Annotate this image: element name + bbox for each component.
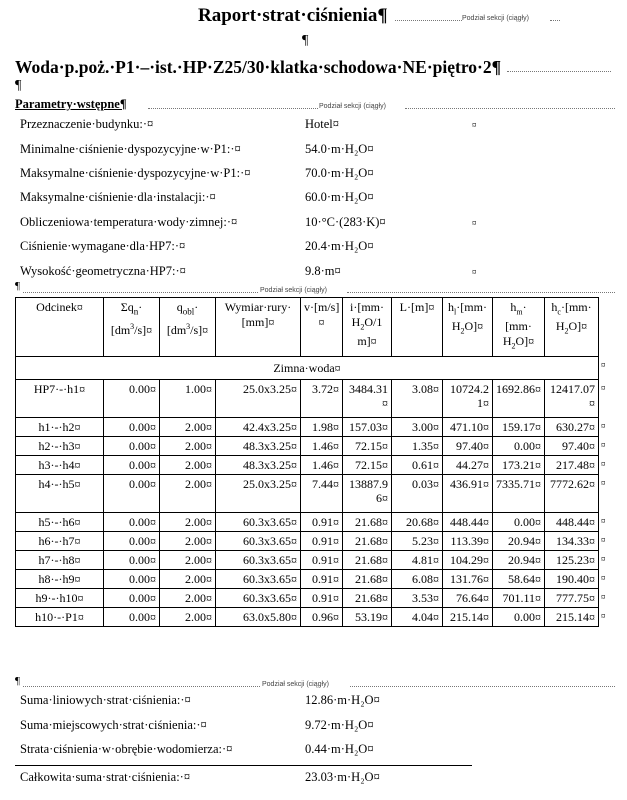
section-break-line <box>507 71 611 72</box>
col-header-hc: $h_c\cdot[mm\cdot$ $H_2O]¤$ <box>545 298 599 357</box>
param-label: Ciśnienie·wymagane·dla·HP7:·¤ <box>20 239 186 253</box>
row-end-mark: ¤ <box>601 440 606 451</box>
table-cell: 0.00¤ <box>104 588 160 607</box>
param-label: Maksymalne·ciśnienie·dyspozycyjne·w·P1:·¤ <box>20 166 251 180</box>
table-cell: h6·-·h7¤ <box>16 531 104 550</box>
table-cell: 2.00¤ <box>160 512 216 531</box>
table-cell: 25.0x3.25¤ <box>216 379 301 417</box>
param-value: 10·°C·(283·K)¤ <box>305 215 386 229</box>
table-cell: 0.91¤ <box>301 512 343 531</box>
table-cell: h7·-·h8¤ <box>16 550 104 569</box>
table-cell: 3.08¤ <box>392 379 443 417</box>
table-cell: 60.3x3.65¤ <box>216 550 301 569</box>
table-cell: 104.29¤ <box>443 550 493 569</box>
summary-label: Strata·ciśnienia·w·obrębie·wodomierza:·¤ <box>20 742 233 756</box>
table-cell: 1.35¤ <box>392 436 443 455</box>
param-label: Minimalne·ciśnienie·dyspozycyjne·w·P1:·¤ <box>20 142 241 156</box>
table-cell: 5.23¤ <box>392 531 443 550</box>
table-cell: 471.10¤ <box>443 417 493 436</box>
table-cell: 1.46¤ <box>301 455 343 474</box>
cell-end-mark: ¤ <box>472 267 477 277</box>
section-break-line <box>23 686 260 687</box>
table-cell: 21.68¤ <box>343 512 392 531</box>
table-cell: 0.00¤ <box>104 436 160 455</box>
table-cell: 20.94¤ <box>493 550 545 569</box>
table-cell: 448.44¤ <box>443 512 493 531</box>
table-cell: 0.91¤ <box>301 569 343 588</box>
param-value: 54.0·m·H₂O¤ <box>305 142 374 156</box>
cell-end-mark: ¤ <box>472 218 477 228</box>
table-cell: 60.3x3.65¤ <box>216 588 301 607</box>
section-break-line <box>405 108 615 109</box>
table-cell: 20.68¤ <box>392 512 443 531</box>
table-cell: 97.40¤ <box>545 436 599 455</box>
table-cell: 10724.21¤ <box>443 379 493 417</box>
table-row <box>16 455 599 474</box>
table-cell: 6.08¤ <box>392 569 443 588</box>
param-value: 70.0·m·H₂O¤ <box>305 166 374 180</box>
param-value: 20.4·m·H₂O¤ <box>305 239 374 253</box>
param-value: 9.8·m¤ <box>305 264 341 278</box>
col-header-q-obl: $q_{obl}\cdot$ $[dm^3/s]¤$ <box>160 298 216 357</box>
table-cell: h3·-·h4¤ <box>16 455 104 474</box>
table-cell: h5·-·h6¤ <box>16 512 104 531</box>
table-row <box>16 379 599 417</box>
section-break-line <box>350 686 615 687</box>
table-cell: 2.00¤ <box>160 455 216 474</box>
table-cell: 60.3x3.65¤ <box>216 512 301 531</box>
table-row <box>16 569 599 588</box>
table-cell: h2·-·h3¤ <box>16 436 104 455</box>
section-break-label: Podział sekcji (ciągły) <box>462 15 529 22</box>
param-label: Obliczeniowa·temperatura·wody·zimnej:·¤ <box>20 215 238 229</box>
col-header-velocity: v·[m/s]¤ <box>301 298 343 357</box>
col-header-length: L·[m]¤ <box>392 298 443 357</box>
table-cell: 0.00¤ <box>493 607 545 626</box>
param-label: Maksymalne·ciśnienie·dla·instalacji:·¤ <box>20 190 216 204</box>
row-end-mark: ¤ <box>601 573 606 584</box>
section-break-line <box>23 292 258 293</box>
summary-label: Całkowita·suma·strat·ciśnienia:·¤ <box>20 770 191 784</box>
table-cell: 0.00¤ <box>104 474 160 512</box>
table-cell: 48.3x3.25¤ <box>216 436 301 455</box>
section-break-label: Podział sekcji (ciągły) <box>262 681 329 688</box>
row-end-mark: ¤ <box>601 554 606 565</box>
table-cell: h1·-·h2¤ <box>16 417 104 436</box>
param-label: Wysokość·geometryczna·HP7:·¤ <box>20 264 186 278</box>
col-header-hm: $h_m\cdot$ [mm· $H_2O]¤$ <box>493 298 545 357</box>
table-cell: 2.00¤ <box>160 550 216 569</box>
table-cell: 60.3x3.65¤ <box>216 569 301 588</box>
table-row <box>16 607 599 626</box>
table-cell: 2.00¤ <box>160 569 216 588</box>
table-cell: 3.00¤ <box>392 417 443 436</box>
table-cell: 215.14¤ <box>443 607 493 626</box>
table-cell: 0.00¤ <box>104 417 160 436</box>
row-end-mark: ¤ <box>601 535 606 546</box>
table-cell: 76.64¤ <box>443 588 493 607</box>
table-cell: 4.04¤ <box>392 607 443 626</box>
table-row <box>16 512 599 531</box>
pilcrow: ¶ <box>302 33 309 48</box>
col-header-sum-qn: $\Sigma q_n\cdot$ $[dm^3/s]¤$ <box>104 298 160 357</box>
table-row <box>16 531 599 550</box>
table-cell: 125.23¤ <box>545 550 599 569</box>
table-cell: h8·-·h9¤ <box>16 569 104 588</box>
table-cell: 159.17¤ <box>493 417 545 436</box>
table-cell: 7772.62¤ <box>545 474 599 512</box>
summary-value: 23.03·m·H₂O¤ <box>305 770 380 784</box>
table-cell: 2.00¤ <box>160 474 216 512</box>
table-cell: 21.68¤ <box>343 531 392 550</box>
col-header-segment: Odcinek¤ <box>16 298 104 357</box>
table-cell: 72.15¤ <box>343 455 392 474</box>
table-cell: 25.0x3.25¤ <box>216 474 301 512</box>
cell-end-mark: ¤ <box>472 120 477 130</box>
table-cell: 2.00¤ <box>160 417 216 436</box>
table-cell: 1692.86¤ <box>493 379 545 417</box>
table-row <box>16 417 599 436</box>
summary-value: 12.86·m·H₂O¤ <box>305 693 380 707</box>
table-cell: 0.61¤ <box>392 455 443 474</box>
section-break-line <box>550 20 560 21</box>
row-end-mark: ¤ <box>601 478 606 489</box>
table-cell: 0.96¤ <box>301 607 343 626</box>
param-value: 60.0·m·H₂O¤ <box>305 190 374 204</box>
section-break-label: Podział sekcji (ciągły) <box>260 287 327 294</box>
row-end-mark: ¤ <box>601 611 606 622</box>
table-cell: 701.11¤ <box>493 588 545 607</box>
table-cell: 1.98¤ <box>301 417 343 436</box>
section-break-label: Podział sekcji (ciągły) <box>319 103 386 110</box>
col-header-pipe-size: Wymiar·rury· [mm]¤ <box>216 298 301 357</box>
table-cell: 0.91¤ <box>301 588 343 607</box>
table-cell: 134.33¤ <box>545 531 599 550</box>
row-end-mark: ¤ <box>601 516 606 527</box>
pilcrow: ¶ <box>15 280 20 292</box>
table-row <box>16 474 599 512</box>
table-cell: 436.91¤ <box>443 474 493 512</box>
table-cell: h10·-·P1¤ <box>16 607 104 626</box>
table-cell: h4·-·h5¤ <box>16 474 104 512</box>
pressure-loss-table <box>15 297 599 627</box>
table-cell: 42.4x3.25¤ <box>216 417 301 436</box>
table-cell: 173.21¤ <box>493 455 545 474</box>
table-cell: 58.64¤ <box>493 569 545 588</box>
pilcrow: ¶ <box>15 675 20 687</box>
params-section-title: Parametry·wstępne¶ <box>15 97 127 111</box>
summary-value: 9.72·m·H₂O¤ <box>305 718 374 732</box>
param-value: Hotel¤ <box>305 117 340 131</box>
summary-divider <box>15 765 472 766</box>
table-cell: 63.0x5.80¤ <box>216 607 301 626</box>
table-cell: 1.00¤ <box>160 379 216 417</box>
table-cell: 21.68¤ <box>343 550 392 569</box>
table-row <box>16 588 599 607</box>
table-cell: 4.81¤ <box>392 550 443 569</box>
table-cell: 0.00¤ <box>493 512 545 531</box>
summary-value: 0.44·m·H₂O¤ <box>305 742 374 756</box>
row-end-mark: ¤ <box>601 459 606 470</box>
table-cell: 44.27¤ <box>443 455 493 474</box>
row-end-mark: ¤ <box>601 592 606 603</box>
table-cell: 630.27¤ <box>545 417 599 436</box>
table-cell: 21.68¤ <box>343 588 392 607</box>
report-title: Raport·strat·ciśnienia¶ <box>198 5 388 26</box>
table-cell: 21.68¤ <box>343 569 392 588</box>
col-header-hl: $h_l\cdot[mm\cdot$ $H_2O]¤$ <box>443 298 493 357</box>
table-cell: 2.00¤ <box>160 436 216 455</box>
table-cell: 48.3x3.25¤ <box>216 455 301 474</box>
table-cell: 448.44¤ <box>545 512 599 531</box>
table-row <box>16 436 599 455</box>
table-cell: 0.00¤ <box>104 379 160 417</box>
table-cell: 2.00¤ <box>160 531 216 550</box>
row-end-mark: ¤ <box>601 383 606 394</box>
section-break-line <box>347 292 615 293</box>
table-cell: 157.03¤ <box>343 417 392 436</box>
table-cell: 2.00¤ <box>160 588 216 607</box>
table-cell: 3484.31¤ <box>343 379 392 417</box>
table-cell: 0.00¤ <box>104 607 160 626</box>
table-cell: 215.14¤ <box>545 607 599 626</box>
table-cell: 0.91¤ <box>301 550 343 569</box>
table-row <box>16 550 599 569</box>
table-cell: 2.00¤ <box>160 607 216 626</box>
table-header-row <box>16 298 599 357</box>
row-end-mark: ¤ <box>601 360 606 371</box>
table-cell: 0.00¤ <box>104 455 160 474</box>
table-cell: 13887.96¤ <box>343 474 392 512</box>
pilcrow: ¶ <box>15 78 22 93</box>
section-break-line <box>148 108 318 109</box>
table-cell: 777.75¤ <box>545 588 599 607</box>
table-cell: HP7·-·h1¤ <box>16 379 104 417</box>
table-cell: 97.40¤ <box>443 436 493 455</box>
group-label-cold-water: Zimna·woda¤ <box>16 356 599 379</box>
table-cell: 0.00¤ <box>493 436 545 455</box>
table-cell: 217.48¤ <box>545 455 599 474</box>
table-cell: 1.46¤ <box>301 436 343 455</box>
table-group-row <box>16 356 599 379</box>
table-cell: 53.19¤ <box>343 607 392 626</box>
table-cell: 0.00¤ <box>104 512 160 531</box>
summary-label: Suma·liniowych·strat·ciśnienia:·¤ <box>20 693 191 707</box>
table-cell: 60.3x3.65¤ <box>216 531 301 550</box>
table-cell: 72.15¤ <box>343 436 392 455</box>
table-cell: 190.40¤ <box>545 569 599 588</box>
table-cell: 7335.71¤ <box>493 474 545 512</box>
installation-heading: Woda·p.poż.·P1·–·ist.·HP·Z25/30·klatka·schodowa·NE·piętro·2¶ <box>15 57 502 77</box>
param-label: Przeznaczenie·budynku:·¤ <box>20 117 154 131</box>
table-cell: 12417.07¤ <box>545 379 599 417</box>
section-break-line <box>395 20 462 21</box>
table-cell: 3.53¤ <box>392 588 443 607</box>
table-cell: 0.03¤ <box>392 474 443 512</box>
table-cell: 131.76¤ <box>443 569 493 588</box>
col-header-unit-loss: i·[mm· $H_2O/1$ m]¤ <box>343 298 392 357</box>
table-cell: 20.94¤ <box>493 531 545 550</box>
table-cell: 113.39¤ <box>443 531 493 550</box>
row-end-mark: ¤ <box>601 421 606 432</box>
summary-label: Suma·miejscowych·strat·ciśnienia:·¤ <box>20 718 207 732</box>
table-cell: 3.72¤ <box>301 379 343 417</box>
table-cell: 0.00¤ <box>104 531 160 550</box>
table-cell: 0.00¤ <box>104 550 160 569</box>
table-cell: 0.91¤ <box>301 531 343 550</box>
table-cell: h9·-·h10¤ <box>16 588 104 607</box>
table-cell: 0.00¤ <box>104 569 160 588</box>
table-cell: 7.44¤ <box>301 474 343 512</box>
